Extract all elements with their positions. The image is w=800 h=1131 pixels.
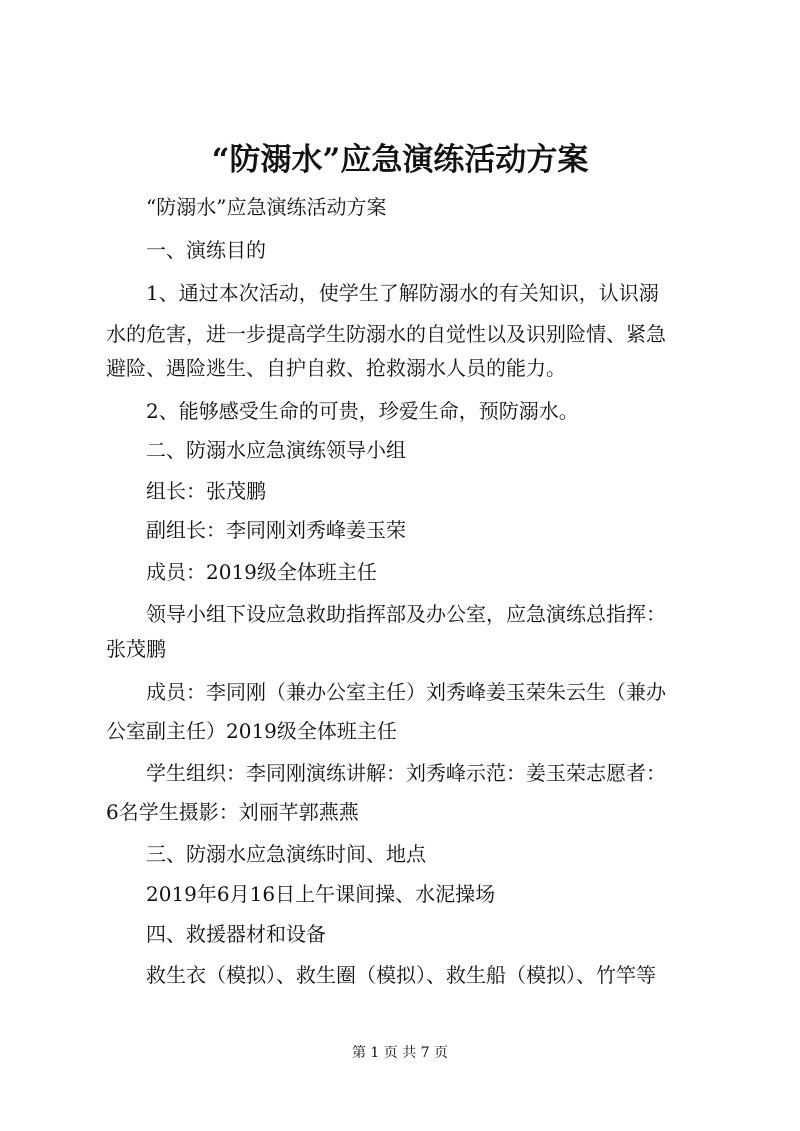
paragraph-line: 学生组织：李同刚演练讲解：刘秀峰示范：姜玉荣志愿者： bbox=[146, 761, 666, 785]
paragraph-line: 6名学生摄影：刘丽芊郭燕燕 bbox=[106, 800, 359, 824]
paragraph-line: 公室副主任）2019级全体班主任 bbox=[106, 719, 397, 743]
section-heading-1: 一、演练目的 bbox=[146, 238, 266, 262]
paragraph-line: 水的危害，进一步提高学生防溺水的自觉性以及识别险情、紧急 bbox=[106, 322, 666, 346]
paragraph-line: 救生衣（模拟）、救生圈（模拟）、救生船（模拟）、竹竿等 bbox=[146, 963, 656, 987]
paragraph-line: 避险、遇险逃生、自护自救、抢救溺水人员的能力。 bbox=[106, 356, 566, 380]
subtitle-line: “防溺水”应急演练活动方案 bbox=[146, 195, 387, 219]
paragraph-line: 1、通过本次活动，使学生了解防溺水的有关知识，认识溺 bbox=[146, 281, 659, 305]
paragraph-line: 成员：2019级全体班主任 bbox=[146, 560, 377, 584]
paragraph-line: 领导小组下设应急救助指挥部及办公室，应急演练总指挥： bbox=[146, 602, 666, 626]
section-heading-4: 四、救援器材和设备 bbox=[146, 922, 326, 946]
paragraph-line: 组长：张茂鹏 bbox=[146, 479, 266, 503]
paragraph-line: 副组长：李同刚刘秀峰姜玉荣 bbox=[146, 518, 406, 542]
document-title: “防溺水”应急演练活动方案 bbox=[211, 142, 589, 178]
paragraph-line: 成员：李同刚（兼办公室主任）刘秀峰姜玉荣朱云生（兼办 bbox=[146, 680, 666, 704]
section-heading-2: 二、防溺水应急演练领导小组 bbox=[146, 438, 406, 462]
paragraph-line: 2、能够感受生命的可贵，珍爱生命，预防溺水。 bbox=[146, 399, 579, 423]
paragraph-line: 2019年6月16日上午课间操、水泥操场 bbox=[146, 882, 496, 906]
section-heading-3: 三、防溺水应急演练时间、地点 bbox=[146, 842, 426, 866]
paragraph-line: 张茂鹏 bbox=[106, 637, 166, 661]
page-number-footer: 第 1 页 共 7 页 bbox=[351, 1045, 449, 1061]
